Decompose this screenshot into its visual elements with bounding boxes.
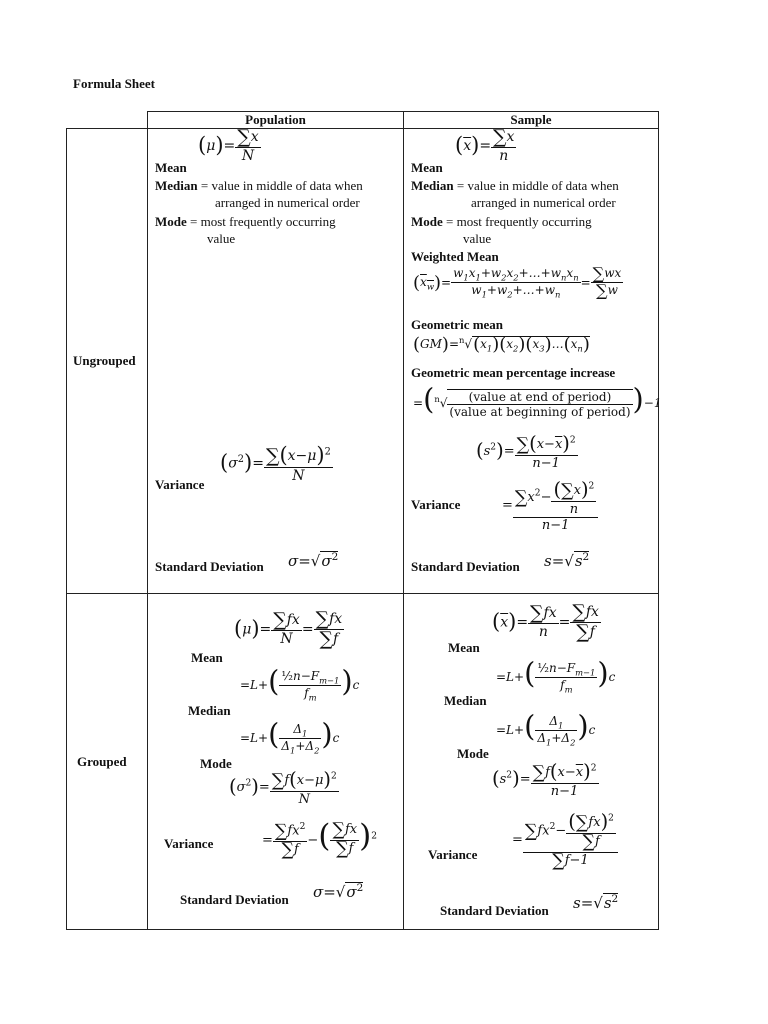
column-header-population: Population bbox=[245, 112, 306, 127]
grouped-sample-mode-formula: =L+( $\frac{\Delta_1}{\Delta_1+\Delta_2}$ )c bbox=[496, 709, 596, 748]
grouped-population-mean-formula: (μ)= $\frac{\sum fx}{N}$ = $\frac{\sum fx}{\sum f}$ bbox=[234, 608, 343, 650]
grouped-population-median-label: Median bbox=[188, 703, 231, 718]
geo-numerator-text: value at end of period bbox=[473, 389, 607, 404]
sample-variance-label: Variance bbox=[411, 497, 461, 512]
column-header-sample: Sample bbox=[510, 112, 552, 127]
weighted-mean-label: Weighted Mean bbox=[411, 249, 499, 264]
geo-denominator-text: value at beginning of period bbox=[454, 404, 626, 419]
geo-pct-increase-label: Geometric mean percentage increase bbox=[411, 365, 616, 380]
grouped-population-std-dev-formula: $\sigma=√\sigma^2$ bbox=[313, 882, 364, 901]
sample-variance-formula-1: $(s^2)=$ $\frac{\sum(x-\overline{x})^2}{n-1}$ bbox=[476, 432, 576, 471]
grouped-population-variance-formula-1: $(\sigma^2)=$ $\frac{\sum f(x-\mu)^2}{N}$ bbox=[229, 768, 337, 807]
geo-pct-increase-formula: =($^n$√ $\frac{\text{(value at end of period)}}{\text{(value at beginning of period)}}$ )−1 bbox=[413, 382, 662, 419]
population-mode-text-cont: value bbox=[207, 231, 236, 246]
grouped-sample-median-formula: =L+( $\frac{\frac{1}{2}n-F_{m-1}}{f_m}$ )c bbox=[496, 656, 616, 695]
grouped-population-variance-formula-2: = $\frac{\sum fx^2}{\sum f}$ −( $\frac{\sum fx}{\sum f}$ )$^2$ bbox=[262, 818, 378, 860]
population-median-text: Median = value in middle of data when bbox=[155, 178, 363, 193]
sample-mean-label: Mean bbox=[411, 160, 443, 175]
weighted-mean-formula: $(x_w)=$ $\frac{w_1x_1+w_2x_2+\dots+w_nx_n}{w_1+w_2+\dots+w_n}$ = $\frac{\sum wx}{\sum w}$ bbox=[413, 264, 622, 301]
geometric-mean-label: Geometric mean bbox=[411, 317, 504, 332]
population-variance-label: Variance bbox=[155, 477, 205, 492]
grouped-population-std-dev-label: Standard Deviation bbox=[180, 892, 289, 907]
population-std-dev-label: Standard Deviation bbox=[155, 559, 264, 574]
sample-median-text: Median = value in middle of data when bbox=[411, 178, 619, 193]
grouped-sample-median-label: Median bbox=[444, 693, 487, 708]
sample-mean-formula: $(\overline{x})=$ $\frac{\sum x}{n}$ bbox=[455, 126, 515, 164]
row-label-ungrouped: Ungrouped bbox=[73, 353, 136, 368]
sample-median-text-cont: arranged in numerical order bbox=[471, 195, 616, 210]
grouped-population-mode-formula: =L+( $\frac{\Delta_1}{\Delta_1+\Delta_2}$ )c bbox=[240, 717, 340, 756]
grouped-population-mean-label: Mean bbox=[191, 650, 223, 665]
grouped-sample-mean-label: Mean bbox=[448, 640, 480, 655]
population-mean-formula: (μ)= $\frac{\sum x}{N}$ bbox=[198, 126, 259, 164]
population-mode-text: Mode = most frequently occurring bbox=[155, 214, 336, 229]
population-mean-label: Mean bbox=[155, 160, 187, 175]
grouped-sample-mode-label: Mode bbox=[457, 746, 489, 761]
grouped-population-median-formula: =L+( $\frac{\frac{1}{2}n-F_{m-1}}{f_m}$ )c bbox=[240, 664, 360, 703]
population-median-text-cont: arranged in numerical order bbox=[215, 195, 360, 210]
sample-std-dev-formula: $s=√s^2$ bbox=[544, 551, 590, 570]
grouped-sample-mean-formula: $(\overline{x})=$ $\frac{\sum fx}{n}$ = $\frac{\sum fx}{\sum f}$ bbox=[492, 601, 599, 643]
sample-variance-formula-2: = $\sum x^2-$ $\frac{(\sum x)^2}{n}$ n−1 bbox=[502, 478, 598, 533]
grouped-sample-std-dev-label: Standard Deviation bbox=[440, 903, 549, 918]
sample-mode-text: Mode = most frequently occurring bbox=[411, 214, 592, 229]
sample-std-dev-label: Standard Deviation bbox=[411, 559, 520, 574]
grouped-sample-variance-formula-2: = $\sum fx^2-$ $\frac{(\sum fx)^2}{\sum f}$ ∑f−1 bbox=[512, 810, 618, 870]
grouped-population-variance-label: Variance bbox=[164, 836, 214, 851]
row-label-grouped: Grouped bbox=[77, 754, 127, 769]
grouped-sample-variance-formula-1: $(s^2)=$ $\frac{\sum f(x-\overline{x})^2}{n-1}$ bbox=[492, 760, 597, 799]
geometric-mean-formula: $(GM)=^n√(x_1)(x_2)(x_3)\dots(x_n)$ bbox=[413, 334, 590, 355]
grouped-population-mode-label: Mode bbox=[200, 756, 232, 771]
grouped-sample-std-dev-formula: $s=√s^2$ bbox=[573, 893, 619, 912]
grouped-sample-variance-label: Variance bbox=[428, 847, 478, 862]
sample-mode-text-cont: value bbox=[463, 231, 492, 246]
population-variance-formula: $(\sigma^2)=$ $\frac{\sum(x-\mu)^2}{N}$ bbox=[220, 443, 331, 484]
page-title: Formula Sheet bbox=[73, 76, 155, 91]
population-std-dev-formula: $\sigma=√\sigma^2$ bbox=[288, 551, 339, 570]
